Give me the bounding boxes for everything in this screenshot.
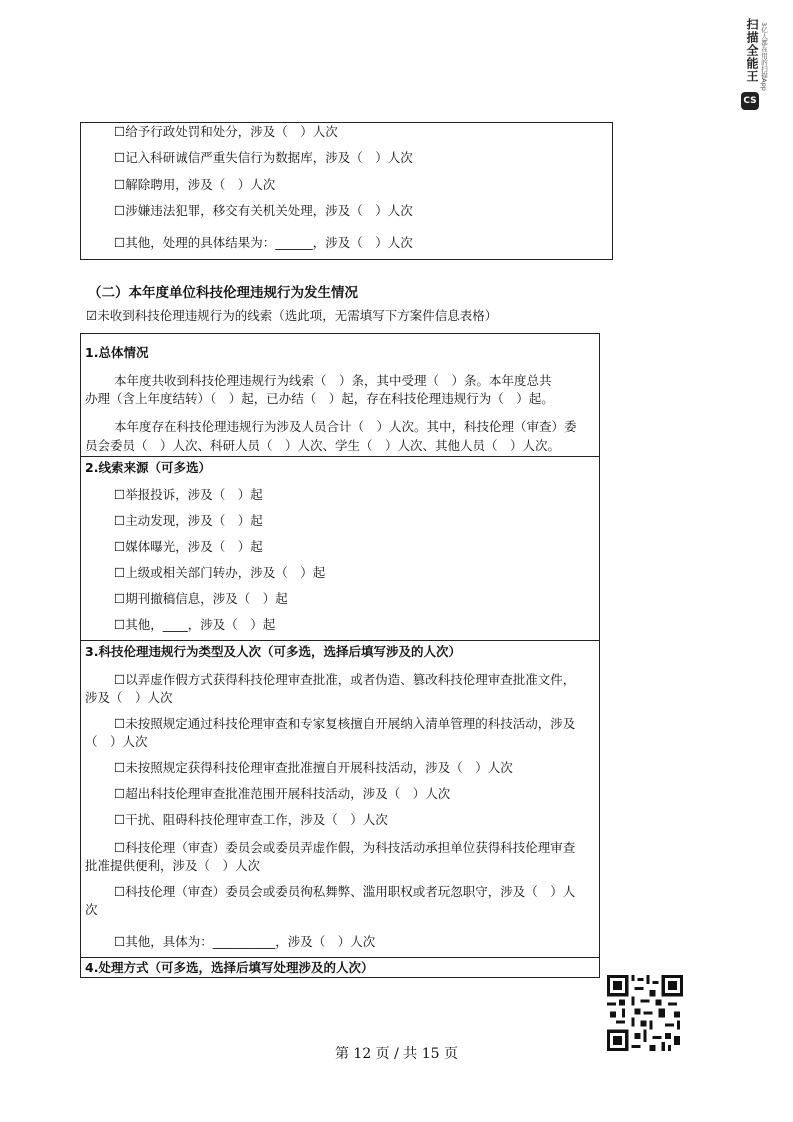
violation-type-title: 3.科技伦理违规行为类型及人次（可多选，选择后填写涉及的人次） <box>85 644 461 659</box>
violation-committee-abuse: ☐科技伦理（审查）委员会或委员徇私舞弊、滥用职权或者玩忽职守，涉及（ ）人 <box>114 884 576 899</box>
overall-line-1: 本年度共收到科技伦理违规行为线索（ ）条，其中受理（ ）条。本年度总共 <box>114 373 552 388</box>
divider <box>81 456 599 457</box>
clue-retraction: ☐期刊撤稿信息，涉及（ ）起 <box>114 591 288 606</box>
scanner-watermark <box>741 14 775 124</box>
violation-committee-abuse-cont: 次 <box>85 902 98 917</box>
violation-no-approval: ☐未按照规定获得科技伦理审查批准擅自开展科技活动，涉及（ ）人次 <box>114 760 513 775</box>
clue-media: ☐媒体曝光，涉及（ ）起 <box>114 539 263 554</box>
watermark-brand: 扫描全能王 <box>745 18 759 83</box>
overall-title: 1.总体情况 <box>85 345 149 360</box>
violation-committee-fraud: ☐科技伦理（审查）委员会或委员弄虚作假，为科技活动承担单位获得科技伦理审查 <box>114 840 576 855</box>
option-dishonesty-database: ☐记入科研诚信严重失信行为数据库，涉及（ ）人次 <box>114 150 413 165</box>
divider <box>81 957 599 958</box>
violation-no-review-list-cont: （ ）人次 <box>85 734 148 749</box>
cs-logo-icon: CS <box>741 92 759 110</box>
no-clue-checked-note: ☑未收到科技伦理违规行为的线索（选此项，无需填写下方案件信息表格） <box>86 308 498 323</box>
clue-referral: ☐上级或相关部门转办，涉及（ ）起 <box>114 565 326 580</box>
watermark-tagline: 3亿人都在用的扫描App <box>760 22 768 91</box>
case-info-table <box>80 333 600 978</box>
violation-obstruct: ☐干扰、阻碍科技伦理审查工作，涉及（ ）人次 <box>114 812 388 827</box>
option-criminal-transfer: ☐涉嫌违法犯罪，移交有关机关处理，涉及（ ）人次 <box>114 203 413 218</box>
violation-other: ☐其他，具体为：__________，涉及（ ）人次 <box>114 934 376 949</box>
overall-line-4: 员会委员（ ）人次、科研人员（ ）人次、学生（ ）人次、其他人员（ ）人次。 <box>85 438 561 453</box>
violation-exceed-scope: ☐超出科技伦理审查批准范围开展科技活动，涉及（ ）人次 <box>114 786 451 801</box>
violation-fraud-approval: ☐以弄虚作假方式获得科技伦理审查批准，或者伪造、篡改科技伦理审查批准文件， <box>114 672 576 687</box>
violation-no-review-list: ☐未按照规定通过科技伦理审查和专家复核擅自开展纳入清单管理的科技活动，涉及 <box>114 716 576 731</box>
clue-source-title: 2.线索来源（可多选） <box>85 460 211 475</box>
clue-self-found: ☐主动发现，涉及（ ）起 <box>114 513 263 528</box>
overall-line-2: 办理（含上年度结转）（ ）起，已办结（ ）起，存在科技伦理违规行为（ ）起。 <box>85 391 554 406</box>
page-number: 第 12 页 / 共 15 页 <box>334 1046 459 1062</box>
violation-fraud-approval-cont: 涉及（ ）人次 <box>85 690 173 705</box>
clue-other: ☐其他，____，涉及（ ）起 <box>114 617 276 632</box>
section-title: （二）本年度单位科技伦理违规行为发生情况 <box>88 285 358 301</box>
divider <box>81 640 599 641</box>
handling-title: 4.处理方式（可多选，选择后填写处理涉及的人次） <box>85 960 374 975</box>
punishment-table <box>80 122 613 260</box>
option-other-result: ☐其他，处理的具体结果为：______，涉及（ ）人次 <box>114 235 413 250</box>
violation-committee-fraud-cont: 批准提供便利，涉及（ ）人次 <box>85 858 261 873</box>
qr-code-icon <box>607 975 683 1051</box>
option-admin-penalty: ☐给予行政处罚和处分，涉及（ ）人次 <box>114 124 338 139</box>
option-dismissal: ☐解除聘用，涉及（ ）人次 <box>114 177 276 192</box>
overall-line-3: 本年度存在科技伦理违规行为涉及人员合计（ ）人次。其中，科技伦理（审查）委 <box>114 419 577 434</box>
clue-report: ☐举报投诉，涉及（ ）起 <box>114 487 263 502</box>
